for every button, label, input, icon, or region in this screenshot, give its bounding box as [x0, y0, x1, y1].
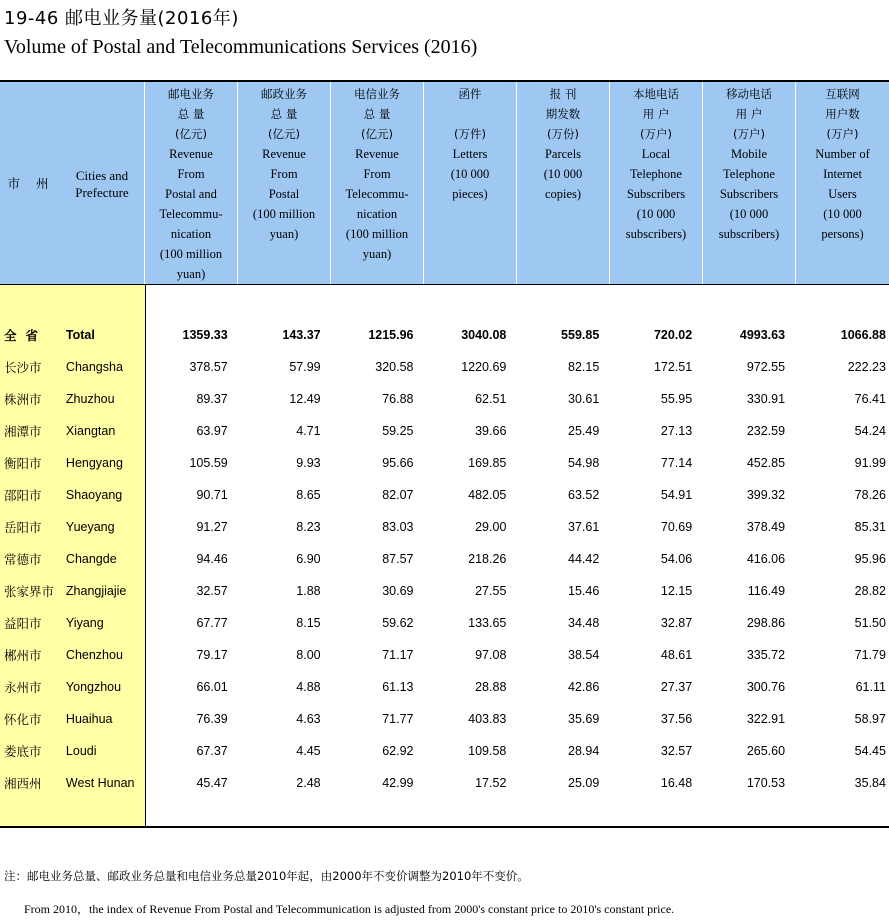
table-row: [0, 671, 889, 703]
table-row: [0, 383, 889, 415]
header-line: 用户数: [825, 107, 860, 121]
value-cell: 222.23: [847, 360, 886, 374]
header-column-1: [144, 82, 237, 284]
value-cell: 28.94: [568, 744, 600, 758]
value-cell: 59.62: [382, 616, 414, 630]
city-name-cn: 湘潭市: [4, 424, 42, 439]
header-line: (100 million: [345, 227, 409, 241]
value-cell: 67.77: [196, 616, 228, 630]
header-column-3: [330, 82, 423, 284]
city-name-cn: 永州市: [4, 680, 42, 695]
value-cell: 37.61: [568, 520, 600, 534]
footnote-en: From 2010，the index of Revenue From Postal and Telecommunication is adjusted from 2000's constant price to 2010's constant price.: [24, 902, 675, 916]
header-line: 期发数: [545, 107, 581, 121]
value-cell: 67.37: [196, 744, 228, 758]
table-row: [0, 351, 889, 383]
header-line: nication: [356, 207, 398, 221]
table-body: [0, 285, 889, 826]
header-line: Postal: [268, 187, 300, 201]
value-cell: 61.11: [855, 680, 886, 694]
value-cell: 6.90: [296, 552, 321, 566]
value-cell: 109.58: [468, 744, 507, 758]
header-line: (10 000: [450, 167, 490, 181]
value-cell: 4993.63: [739, 328, 786, 342]
value-cell: 972.55: [746, 360, 786, 374]
value-cell: 12.15: [660, 584, 693, 598]
value-cell: 37.56: [660, 712, 693, 726]
value-cell: 38.54: [568, 648, 600, 662]
header-line: 总 量: [177, 107, 205, 121]
header-line: persons): [821, 227, 864, 241]
header-line: Number of: [815, 147, 870, 161]
table-row: [0, 735, 889, 767]
city-name-cn: 娄底市: [4, 744, 42, 759]
value-cell: 8.65: [296, 488, 321, 502]
city-name-cn: 衡阳市: [4, 456, 42, 471]
header-line: (10 000: [823, 207, 862, 221]
city-name-en: Shaoyang: [65, 488, 123, 502]
header-line: Telephone: [630, 167, 682, 181]
value-cell: 54.45: [854, 744, 886, 758]
header-line: 总 量: [363, 107, 391, 121]
header-line: 邮电业务: [168, 87, 214, 101]
value-cell: 378.49: [746, 520, 786, 534]
value-cell: 58.97: [854, 712, 886, 726]
value-cell: 71.17: [382, 648, 414, 662]
value-cell: 71.79: [854, 648, 886, 662]
city-name-cn: 湘西州: [4, 776, 42, 791]
header-line: Letters: [452, 147, 488, 161]
value-cell: 54.24: [854, 424, 886, 438]
header-line: 邮政业务: [261, 87, 307, 101]
data-table: [0, 80, 889, 828]
value-cell: 4.45: [296, 744, 321, 758]
page-title-en: Volume of Postal and Telecommunications Services (2016): [4, 36, 478, 58]
value-cell: 90.71: [196, 488, 228, 502]
city-name-cn: 株洲市: [4, 392, 42, 407]
header-line: subscribers): [718, 227, 780, 241]
header-column-7: [702, 82, 795, 284]
value-cell: 89.37: [196, 392, 228, 406]
header-line: (亿元): [268, 127, 300, 141]
value-cell: 16.48: [660, 776, 693, 790]
value-cell: 61.13: [382, 680, 414, 694]
value-cell: 172.51: [653, 360, 693, 374]
value-cell: 17.52: [475, 776, 507, 790]
value-cell: 2.48: [296, 776, 321, 790]
header-line: yuan): [269, 227, 299, 241]
total-row: [0, 319, 889, 351]
value-cell: 4.71: [296, 424, 321, 438]
value-cell: 12.49: [289, 392, 321, 406]
value-cell: 83.03: [382, 520, 414, 534]
header-line: (100 million: [159, 247, 223, 261]
header-line: 互联网: [825, 87, 860, 101]
value-cell: 95.96: [854, 552, 886, 566]
value-cell: 32.87: [660, 616, 693, 630]
header-line: (亿元): [175, 127, 207, 141]
city-name-en: Hengyang: [65, 456, 123, 470]
value-cell: 44.42: [568, 552, 600, 566]
value-cell: 54.98: [568, 456, 600, 470]
value-cell: 335.72: [746, 648, 786, 662]
header-line: nication: [170, 227, 212, 241]
table-row: [0, 575, 889, 607]
value-cell: 94.46: [196, 552, 228, 566]
value-cell: 62.51: [475, 392, 507, 406]
header-line: Local: [641, 147, 671, 161]
header-line: Users: [828, 187, 857, 201]
city-name-en: Yueyang: [65, 520, 115, 534]
value-cell: 27.13: [660, 424, 693, 438]
value-cell: 265.60: [746, 744, 786, 758]
value-cell: 322.91: [746, 712, 786, 726]
city-name-cn: 全省: [4, 328, 48, 343]
header-line: Telecommu-: [345, 187, 409, 201]
city-name-cn: 张家界市: [4, 584, 55, 599]
header-line: Subscribers: [719, 187, 779, 201]
value-cell: 330.91: [746, 392, 786, 406]
header-line: Telephone: [723, 167, 775, 181]
city-name-cn: 岳阳市: [4, 520, 42, 535]
value-cell: 39.66: [475, 424, 507, 438]
city-name-en: Yiyang: [65, 616, 104, 630]
table-row: [0, 703, 889, 735]
value-cell: 133.65: [468, 616, 507, 630]
header-line: Mobile: [730, 147, 768, 161]
value-cell: 54.91: [660, 488, 693, 502]
value-cell: 35.84: [854, 776, 886, 790]
value-cell: 59.25: [382, 424, 414, 438]
header-line: (10 000: [543, 167, 583, 181]
value-cell: 300.76: [746, 680, 786, 694]
value-cell: 559.85: [561, 328, 600, 342]
header-line: Revenue: [169, 147, 213, 161]
city-name-en: Changsha: [65, 360, 123, 374]
header-column-2: [237, 82, 330, 284]
city-name-cn: 怀化市: [4, 712, 42, 727]
table-row: [0, 543, 889, 575]
value-cell: 27.55: [475, 584, 507, 598]
value-cell: 399.32: [746, 488, 786, 502]
table-row: [0, 607, 889, 639]
value-cell: 452.85: [746, 456, 786, 470]
value-cell: 320.58: [375, 360, 414, 374]
value-cell: 1220.69: [461, 360, 507, 374]
value-cell: 30.69: [382, 584, 414, 598]
value-cell: 42.99: [382, 776, 414, 790]
value-cell: 70.69: [660, 520, 693, 534]
header-line: 本地电话: [633, 87, 679, 101]
value-cell: 32.57: [196, 584, 228, 598]
header-line: Revenue: [262, 147, 306, 161]
header-line: 用 户: [735, 107, 763, 121]
table-row: [0, 639, 889, 671]
page-title-cn: 19-46 邮电业务量(2016年): [4, 8, 239, 29]
table-row: [0, 767, 889, 799]
value-cell: 218.26: [468, 552, 507, 566]
value-cell: 34.48: [568, 616, 600, 630]
value-cell: 169.85: [468, 456, 507, 470]
value-cell: 4.88: [296, 680, 321, 694]
header-line: (万户): [640, 127, 672, 141]
city-name-en: Zhuzhou: [65, 392, 115, 406]
value-cell: 78.26: [854, 488, 886, 502]
value-cell: 82.07: [382, 488, 414, 502]
value-cell: 1359.33: [182, 328, 228, 342]
value-cell: 62.92: [382, 744, 414, 758]
value-cell: 79.17: [196, 648, 228, 662]
value-cell: 170.53: [746, 776, 786, 790]
header-line: (万份): [547, 127, 579, 141]
value-cell: 25.49: [568, 424, 600, 438]
value-cell: 27.37: [660, 680, 693, 694]
value-cell: 48.61: [660, 648, 693, 662]
value-cell: 85.31: [854, 520, 886, 534]
value-cell: 95.66: [382, 456, 414, 470]
value-cell: 91.27: [196, 520, 228, 534]
value-cell: 51.50: [854, 616, 886, 630]
value-cell: 8.23: [296, 520, 321, 534]
value-cell: 87.57: [382, 552, 414, 566]
city-name-cn: 长沙市: [4, 360, 42, 375]
value-cell: 45.47: [196, 776, 228, 790]
header-line: subscribers): [625, 227, 687, 241]
value-cell: 8.15: [296, 616, 321, 630]
header-column-5: [516, 82, 609, 284]
city-name-en: Xiangtan: [65, 424, 116, 438]
header-column-8: [795, 82, 889, 284]
value-cell: 82.15: [568, 360, 600, 374]
value-cell: 30.61: [568, 392, 600, 406]
value-cell: 76.39: [196, 712, 228, 726]
city-name-en: Total: [65, 328, 95, 342]
header-line: (100 million: [252, 207, 316, 221]
header-line: [424, 104, 516, 124]
city-name-en: Yongzhou: [65, 680, 122, 694]
header-line: 用 户: [642, 107, 670, 121]
header-line: (万户): [733, 127, 765, 141]
value-cell: 42.86: [568, 680, 600, 694]
header-line: From: [363, 167, 391, 181]
header-line: 函件: [458, 87, 482, 101]
header-line: pieces): [452, 187, 488, 201]
value-cell: 55.95: [660, 392, 693, 406]
header-line: yuan): [362, 247, 392, 261]
footnote-cn: 注：邮电业务总量、邮政业务总量和电信业务总量2010年起，由2000年不变价调整为2010年不变价。: [4, 869, 529, 883]
header-line: yuan): [176, 267, 206, 281]
city-name-en: Huaihua: [65, 712, 113, 726]
city-name-en: Loudi: [65, 744, 97, 758]
value-cell: 25.09: [568, 776, 600, 790]
value-cell: 66.01: [196, 680, 228, 694]
header-line: Subscribers: [626, 187, 686, 201]
header-line: Internet: [823, 167, 862, 181]
value-cell: 403.83: [468, 712, 507, 726]
header-line: 电信业务: [354, 87, 400, 101]
header-column-6: [609, 82, 702, 284]
header-line: From: [270, 167, 298, 181]
value-cell: 482.05: [468, 488, 507, 502]
value-cell: 378.57: [189, 360, 228, 374]
table-row: [0, 511, 889, 543]
header-line: (10 000: [636, 207, 676, 221]
city-name-en: West Hunan: [65, 776, 135, 790]
value-cell: 29.00: [475, 520, 507, 534]
city-name-cn: 常德市: [4, 552, 42, 567]
value-cell: 143.37: [282, 328, 321, 342]
value-cell: 54.06: [660, 552, 693, 566]
value-cell: 1215.96: [368, 328, 414, 342]
value-cell: 416.06: [746, 552, 786, 566]
value-cell: 15.46: [568, 584, 600, 598]
header-line: 报 刊: [549, 87, 577, 101]
header-city-cn: 市 州: [7, 176, 55, 191]
value-cell: 28.82: [854, 584, 886, 598]
header-line: copies): [544, 187, 582, 201]
value-cell: 116.49: [747, 584, 786, 598]
value-cell: 35.69: [568, 712, 600, 726]
value-cell: 77.14: [660, 456, 693, 470]
header-line: From: [177, 167, 205, 181]
header-column-4: [423, 82, 516, 284]
value-cell: 8.00: [296, 648, 321, 662]
value-cell: 1066.88: [840, 328, 886, 342]
header-line: 移动电话: [726, 87, 772, 101]
value-cell: 720.02: [653, 328, 693, 342]
value-cell: 1.88: [296, 584, 321, 598]
value-cell: 76.88: [382, 392, 414, 406]
header-line: Revenue: [355, 147, 399, 161]
value-cell: 3040.08: [461, 328, 507, 342]
header-line: Postal and: [165, 187, 217, 201]
value-cell: 63.97: [196, 424, 228, 438]
value-cell: 63.52: [568, 488, 600, 502]
value-cell: 28.88: [475, 680, 507, 694]
header-line: Telecommu-: [159, 207, 223, 221]
city-name-cn: 邵阳市: [4, 488, 42, 503]
city-name-cn: 郴州市: [4, 648, 42, 663]
header-line: 总 量: [270, 107, 298, 121]
value-cell: 298.86: [746, 616, 786, 630]
value-cell: 71.77: [382, 712, 414, 726]
value-cell: 9.93: [296, 456, 321, 470]
value-cell: 232.59: [746, 424, 786, 438]
city-name-en: Chenzhou: [65, 648, 123, 662]
value-cell: 57.99: [289, 360, 321, 374]
table-row: [0, 447, 889, 479]
header-line: (万件): [454, 127, 486, 141]
table-header: [0, 82, 889, 285]
value-cell: 76.41: [854, 392, 886, 406]
value-cell: 97.08: [475, 648, 507, 662]
header-line: (10 000: [729, 207, 769, 221]
value-cell: 4.63: [296, 712, 321, 726]
header-line: (亿元): [361, 127, 393, 141]
city-name-cn: 益阳市: [4, 616, 42, 631]
city-name-en: Changde: [65, 552, 117, 566]
header-city: [0, 82, 144, 284]
header-city-en: Cities and Prefecture: [75, 168, 129, 200]
value-cell: 32.57: [660, 744, 693, 758]
value-cell: 91.99: [854, 456, 886, 470]
value-cell: 105.59: [189, 456, 228, 470]
header-line: Parcels: [544, 147, 582, 161]
header-line: (万户): [826, 127, 859, 141]
city-name-en: Zhangjiajie: [65, 584, 127, 598]
table-row: [0, 415, 889, 447]
table-row: [0, 479, 889, 511]
